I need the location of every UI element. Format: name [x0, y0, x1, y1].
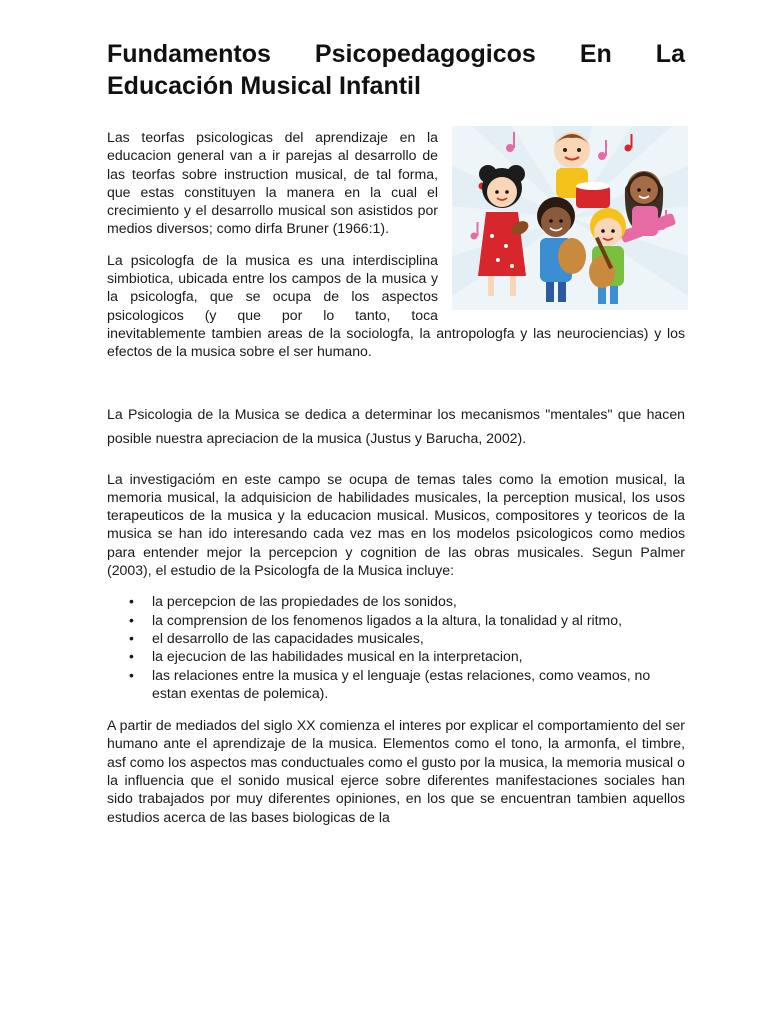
list-item: [129, 592, 685, 610]
list-item-text: las relaciones entre la musica y el lenguaje (estas relaciones, como veamos, no estan exentas de polemica).: [152, 666, 651, 701]
paragraph-4: La investigaciόm en este campo se ocupa de temas tales como la emotion musical, la memoria musical, la adquisicion de habilidades musicales, la perception musical, los usos terapeuticos de la musica y la educacion musical. Musicos, compositores y teoricos de la musica se han ido interesando cada vez mas en los modelos psicologicos como medios para entender mejor la percepcion y cognition de las obras musicales. Segun Palmer (2003), el estudio de la Psicologfa de la Musica incluye:: [107, 470, 685, 579]
bullet-icon: •: [129, 593, 134, 610]
paragraph-2: La psicologfa de la musica es una interdisciplina simbiotica, ubicada entre los campos de la musica y la psicologfa, que se ocupa de los aspectos psicologicos (y que por lo tanto, toca inevitablemente tambien areas de la sociologfa, la antropologfa y las neurociencias) y los efectos de la musica sobre el ser humano.: [107, 251, 685, 360]
list-item-text: la percepcion de las propiedades de los sonidos,: [152, 593, 457, 610]
bullet-icon: •: [129, 666, 134, 683]
bullet-icon: •: [129, 629, 134, 646]
list-item-text: la comprension de los fenomenos ligados a la altura, la tonalidad y al ritmo,: [152, 611, 623, 628]
document-page: [107, 38, 685, 839]
bullet-icon: •: [129, 648, 134, 665]
list-item: [129, 647, 685, 665]
spacer: [107, 374, 685, 402]
closing-paragraph: A partir de mediados del siglo XX comienza el interes por explicar el comportamiento del ser humano ante el aprendizaje de la musica. Elementos como el tono, la armonfa, el timbre, asf como los aspectos mas conductuales como el gusto por la musica, la memoria musical o la influencia que el sonido musical ejerce sobre diferentes manifestaciones sociales han sido trabajados por muy diferentes opiniones, en los que se encuentran tambien aquellos estudios acerca de las bases biologicas de la: [107, 717, 685, 825]
bullet-icon: •: [129, 611, 134, 628]
children-playing-music-illustration: [452, 126, 688, 310]
paragraph-3: La Psicologia de la Musica se dedica a determinar los mecanismos "mentales" que hacen posible nuestra apreciacion de la musica (Justus y Barucha, 2002).: [107, 405, 685, 446]
list-item: [129, 629, 685, 647]
list-item: [129, 666, 685, 703]
list-item-text: la ejecucion de las habilidades musical en la interpretacion,: [152, 648, 523, 665]
bullet-list: [107, 592, 685, 702]
list-item-text: el desarrollo de las capacidades musicales,: [152, 629, 424, 646]
list-item: [129, 611, 685, 629]
document-title: Fundamentos Psicopedagogicos En La Educación Musical Infantil: [107, 40, 685, 100]
paragraph-1: Las teorfas psicologicas del aprendizaje en la educacion general van a ir parejas al desarrollo de las teorfas sobre instruction musical, de tal forma, que estas constituyen la manera en la cual el crecimiento y el desarrollo musical son asistidos por medios diversos; como dirfa Bruner (1966:1).: [107, 129, 438, 237]
